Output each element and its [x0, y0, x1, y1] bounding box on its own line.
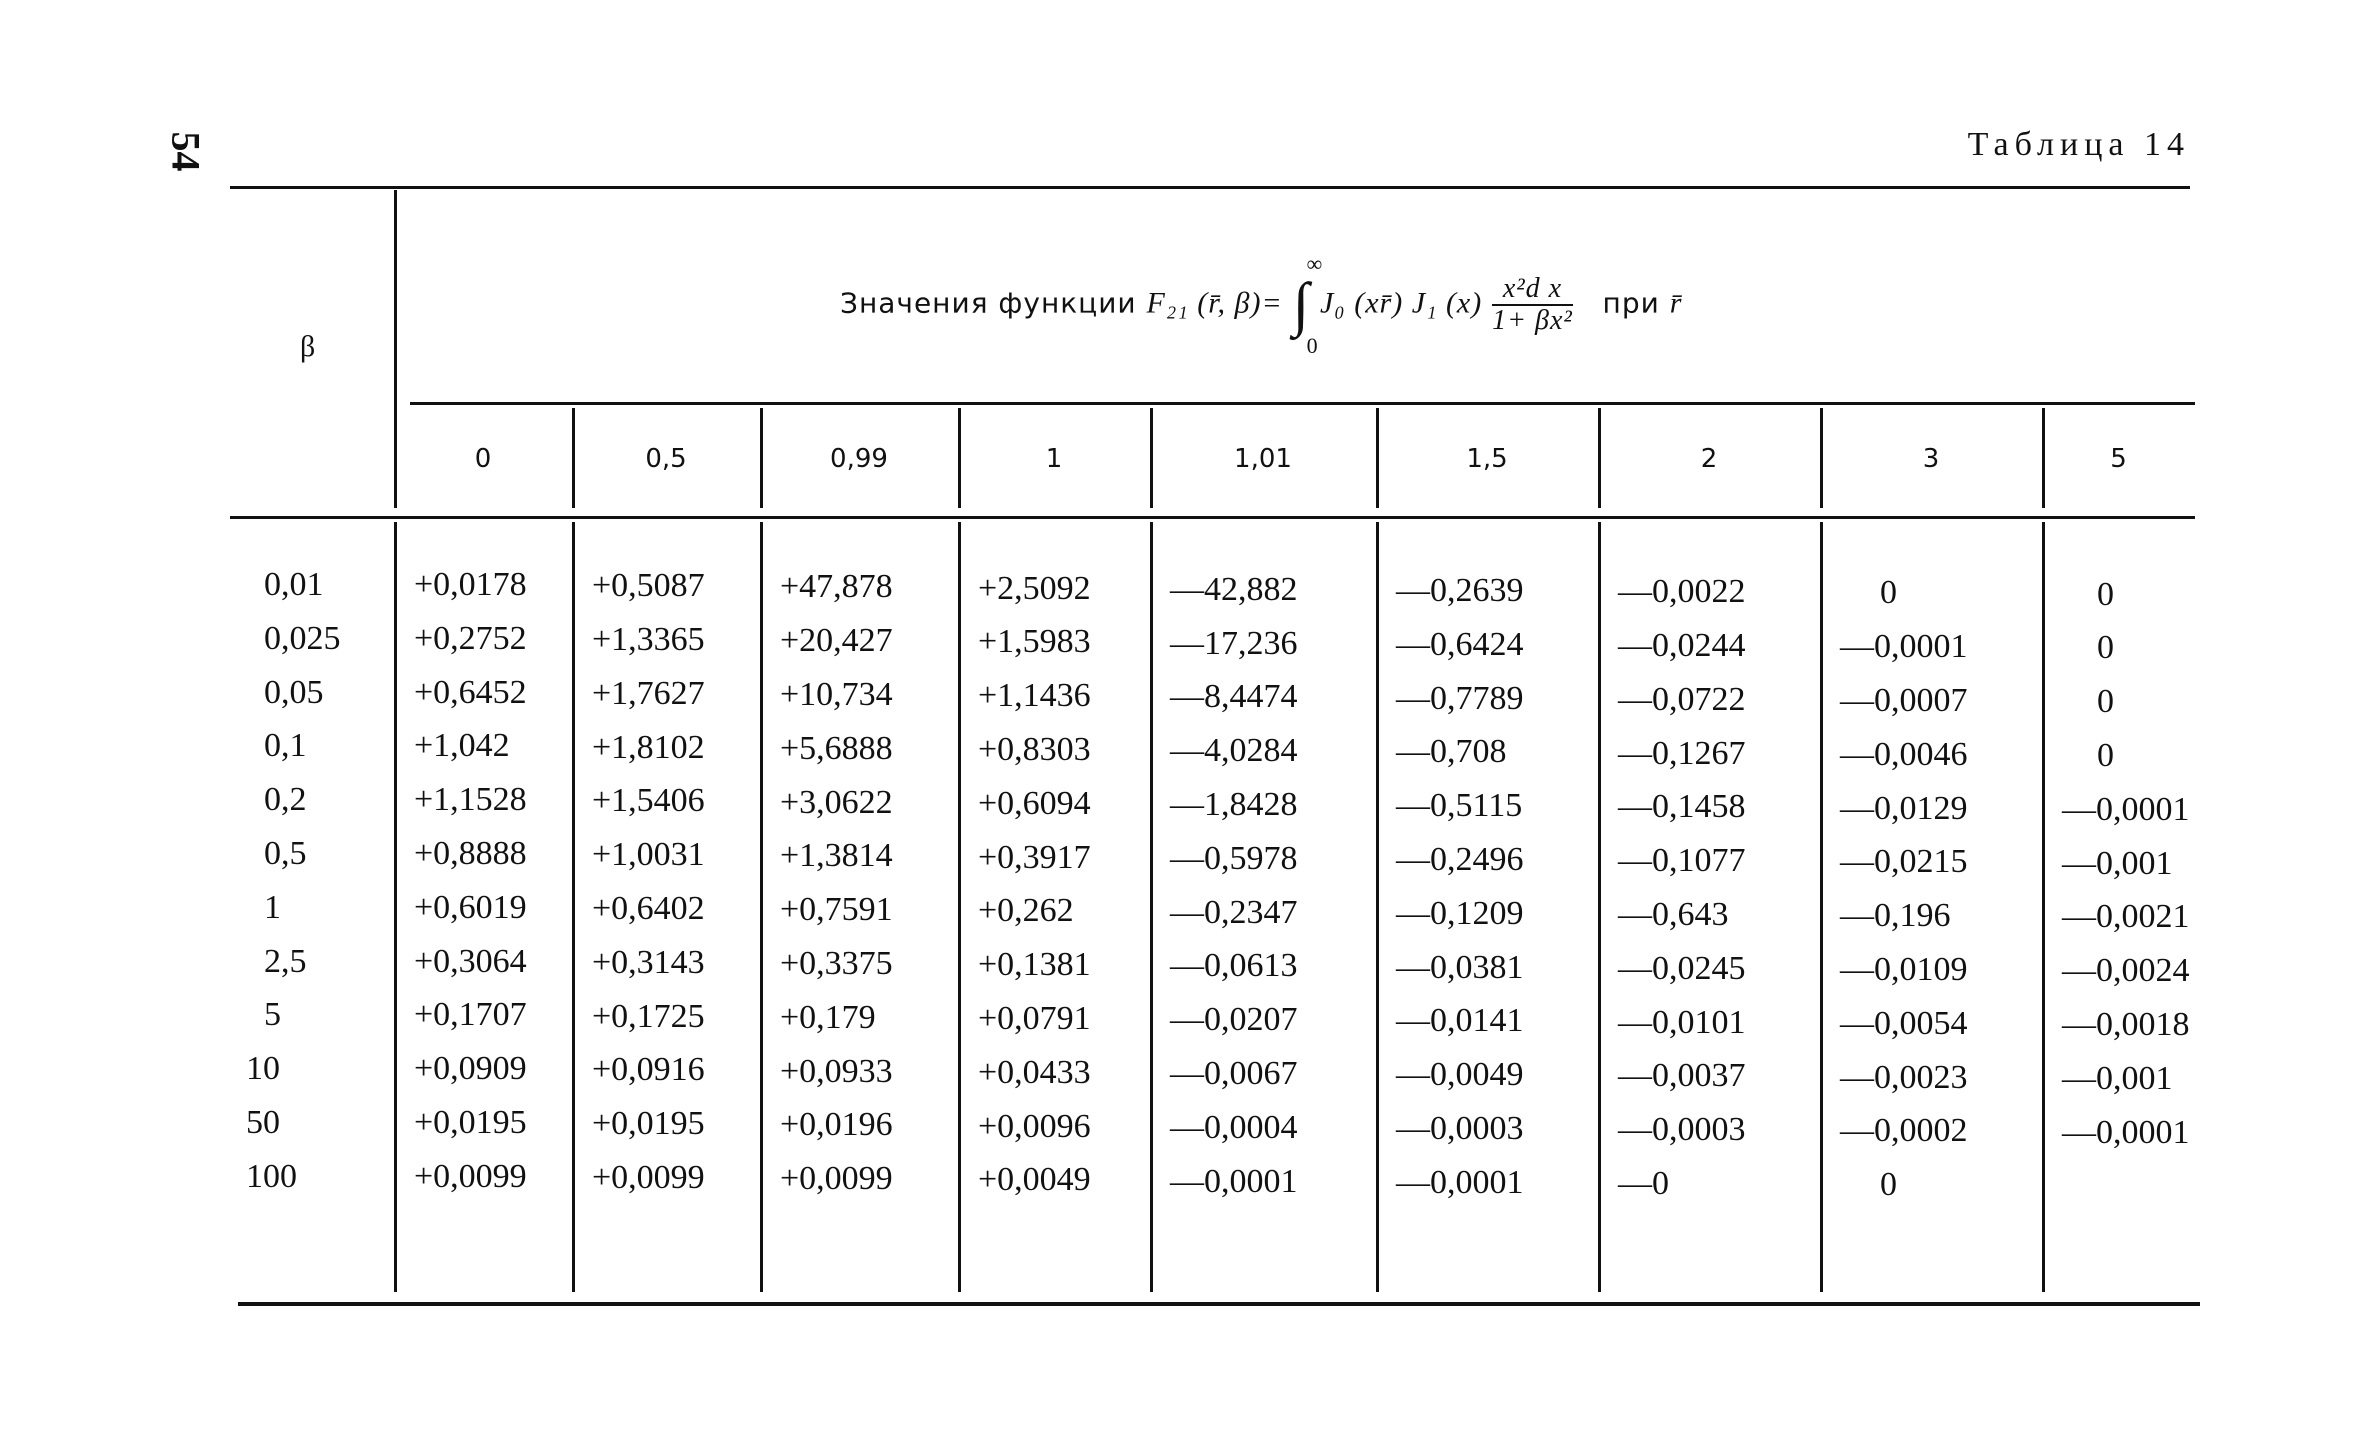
bottom-rule	[238, 1302, 2200, 1306]
table-cell: —0,643	[1618, 896, 1729, 933]
function-name: F₂₁ (r̄, β)=	[1146, 286, 1283, 320]
column-divider	[2042, 522, 2045, 1292]
table-cell: +0,0909	[414, 1050, 527, 1088]
table-cell: —0,196	[1840, 897, 1951, 935]
table-cell: +0,1725	[592, 997, 705, 1035]
table-cell: +1,7627	[592, 674, 705, 712]
table-cell: +0,0099	[592, 1159, 705, 1196]
table-cell: +1,1528	[414, 781, 527, 819]
table-cell: —0,0022	[1618, 573, 1746, 611]
table-cell: —0,5115	[1396, 787, 1523, 825]
table-cell: —0,001	[2062, 1059, 2173, 1097]
header-lead-text: Значения функции	[840, 286, 1137, 320]
table-cell: +0,0195	[592, 1105, 705, 1143]
table-cell: —0,0381	[1396, 948, 1524, 986]
integral-sign: ∫ ∞ 0	[1292, 251, 1324, 358]
column-divider	[1598, 522, 1601, 1292]
table-cell: +0,3917	[978, 838, 1091, 876]
table-cell: —0,1267	[1618, 734, 1746, 772]
beta-value: 0,05	[264, 673, 324, 711]
table-cell: 0	[1880, 574, 1897, 612]
table-cell: +0,262	[978, 892, 1074, 930]
header-tail-text: при	[1602, 286, 1660, 320]
table-cell: —8,4474	[1170, 678, 1298, 716]
table-header-formula	[840, 251, 1683, 358]
beta-value: 1	[264, 888, 281, 926]
table-cell: 0	[2097, 737, 2114, 774]
table-cell: —0,0003	[1396, 1110, 1524, 1147]
table-cell: +0,6019	[414, 888, 527, 926]
beta-value: 10	[246, 1050, 280, 1088]
table-cell: —0,0129	[1840, 789, 1968, 827]
beta-value: 0,5	[264, 835, 307, 872]
fraction-denominator: 1+ βx²	[1492, 304, 1573, 336]
table-cell: —0,0207	[1170, 1001, 1298, 1039]
table-cell: —0,0109	[1840, 951, 1968, 988]
table-cell: —0,0722	[1618, 680, 1746, 718]
table-cell: +0,8888	[414, 835, 527, 872]
table-cell: +0,1381	[978, 946, 1091, 984]
beta-value: 0,01	[264, 566, 324, 603]
table-cell: +0,6452	[414, 673, 527, 711]
table-cell: —0,0037	[1618, 1057, 1746, 1095]
table-cell: +1,8102	[592, 728, 705, 766]
table-cell: +0,0195	[414, 1104, 527, 1141]
column-divider	[394, 522, 397, 1292]
table-cell: —0,0245	[1618, 949, 1746, 987]
table-cell: —0,2347	[1170, 893, 1298, 931]
table-cell: —0,2496	[1396, 841, 1524, 878]
table-cell: 0	[2097, 683, 2114, 721]
table-cell: +5,6888	[780, 729, 893, 767]
table-cell: +0,3064	[414, 942, 527, 980]
top-rule	[230, 186, 2190, 189]
column-divider	[1150, 522, 1153, 1292]
table-cell: —0,0054	[1840, 1004, 1968, 1042]
table-cell: +0,6094	[978, 784, 1091, 822]
table-cell: —0,0002	[1840, 1112, 1968, 1150]
table-cell: —0,0244	[1618, 627, 1746, 664]
beta-value: 0,1	[264, 727, 307, 765]
column-header-r: 1,01	[1234, 444, 1292, 474]
table-cell: +1,3365	[592, 621, 705, 658]
table-cell: —0,7789	[1396, 679, 1524, 717]
table-cell: +1,5983	[978, 623, 1091, 661]
table-cell: +0,0096	[978, 1107, 1091, 1145]
table-cell: —0,0018	[2062, 1006, 2190, 1043]
fraction-numerator: x²d x	[1492, 274, 1573, 306]
table-cell: +0,1707	[414, 996, 527, 1034]
table-cell: +1,5406	[592, 782, 705, 820]
table-cell: +1,1436	[978, 677, 1091, 715]
column-header-r: 1,5	[1466, 444, 1508, 474]
table-cell: —0,5978	[1170, 839, 1298, 877]
table-cell: —4,0284	[1170, 732, 1298, 770]
table-cell: —42,882	[1170, 570, 1298, 608]
table-cell: +1,0031	[592, 836, 705, 874]
table-cell: —0,1209	[1396, 894, 1524, 932]
table-cell: +0,0196	[780, 1106, 893, 1144]
table-cell: —0,001	[2062, 844, 2173, 882]
table-caption: Таблица 14	[1967, 126, 2190, 163]
table-cell: +2,5092	[978, 569, 1091, 607]
table-cell: 0	[2097, 629, 2114, 667]
table-cell: +0,5087	[592, 567, 705, 605]
table-cell: —0,0003	[1618, 1111, 1746, 1149]
column-header-r: 0,5	[645, 444, 687, 474]
table-cell: —0,0007	[1840, 682, 1968, 719]
table-cell: +0,0791	[978, 1000, 1091, 1037]
table-cell: +0,3375	[780, 945, 893, 982]
column-header-r: 5	[2110, 444, 2127, 474]
table-cell: —17,236	[1170, 624, 1298, 662]
table-cell: —0,1458	[1618, 788, 1746, 826]
table-cell: 0	[1880, 1166, 1897, 1204]
table-cell: —0,0021	[2062, 898, 2190, 936]
table-cell: —0,0001	[1396, 1163, 1524, 1201]
table-cell: —0,0613	[1170, 947, 1298, 985]
column-header-r: 3	[1922, 444, 1940, 474]
table-cell: +0,0433	[978, 1053, 1091, 1091]
column-divider	[1820, 522, 1823, 1292]
table-cell: —0,0067	[1170, 1055, 1298, 1092]
table-cell: —0,2639	[1396, 572, 1524, 609]
table-cell: +0,0916	[592, 1051, 705, 1089]
fraction	[1492, 274, 1573, 336]
table-cell: —0,0001	[1840, 628, 1968, 666]
beta-value: 0,2	[264, 781, 307, 819]
table-cell: —0,0101	[1618, 1003, 1746, 1041]
column-divider	[1376, 522, 1379, 1292]
table-cell: +1,042	[414, 727, 510, 765]
table-cell: —0,0141	[1396, 1002, 1524, 1040]
table-cell: —0,0001	[1170, 1162, 1298, 1200]
header-tail-variable: r̄	[1669, 286, 1683, 320]
table-cell: —0,0023	[1840, 1058, 1968, 1096]
integrand: J₀ (xr̄) J₁ (x)	[1319, 286, 1483, 320]
column-header-r: 2	[1700, 444, 1718, 474]
table-cell: —0,0024	[2062, 952, 2190, 990]
column-divider	[572, 522, 575, 1292]
table-cell: —0,6424	[1396, 625, 1524, 663]
beta-value: 5	[264, 996, 281, 1034]
table-cell: —0,1077	[1618, 842, 1746, 880]
table-cell: +0,8303	[978, 731, 1091, 768]
table-cell: —0,708	[1396, 733, 1507, 771]
table-cell: +0,0099	[780, 1160, 893, 1198]
beta-value: 100	[246, 1157, 297, 1195]
page-number: 54	[163, 131, 209, 172]
table-cell: +0,3143	[592, 943, 705, 981]
header-bottom-rule	[230, 516, 2195, 519]
table-cell: +0,6402	[592, 890, 705, 927]
table-cell: —0,0215	[1840, 843, 1968, 881]
table-cell: +1,3814	[780, 837, 893, 875]
table-cell: —0,0046	[1840, 735, 1968, 773]
table-cell: +0,0933	[780, 1052, 893, 1090]
column-header-r: 1	[1045, 444, 1063, 474]
subheader-rule	[410, 402, 2195, 405]
table-cell: +0,179	[780, 998, 876, 1036]
table-cell: —0,0001	[2062, 1113, 2190, 1151]
column-divider	[958, 522, 961, 1292]
table-cell: +47,878	[780, 568, 893, 606]
table-cell: +0,2752	[414, 619, 527, 657]
table-cell: +0,7591	[780, 891, 893, 929]
beta-value: 50	[246, 1104, 280, 1141]
column-header-r: 0	[474, 444, 492, 474]
beta-column-header: β	[300, 330, 316, 363]
upper-limit: ∞	[1306, 251, 1324, 276]
table-cell: —0,0001	[2062, 790, 2190, 828]
column-divider	[760, 522, 763, 1292]
table-cell: +0,0049	[978, 1161, 1091, 1199]
lower-limit: 0	[1306, 333, 1319, 358]
table-cell: —0	[1618, 1165, 1669, 1202]
column-header-r: 0,99	[830, 444, 888, 474]
table-cell: 0	[2097, 575, 2114, 613]
table-cell: —0,0004	[1170, 1108, 1298, 1146]
table-cell: +3,0622	[780, 783, 893, 821]
table-cell: +0,0178	[414, 566, 527, 603]
table-cell: —0,0049	[1396, 1056, 1524, 1094]
table-cell: +0,0099	[414, 1157, 527, 1195]
beta-value: 2,5	[264, 942, 307, 980]
table-cell: —1,8428	[1170, 786, 1298, 823]
table-cell: +10,734	[780, 676, 893, 713]
beta-value: 0,025	[264, 619, 341, 657]
table-cell: +20,427	[780, 622, 893, 660]
